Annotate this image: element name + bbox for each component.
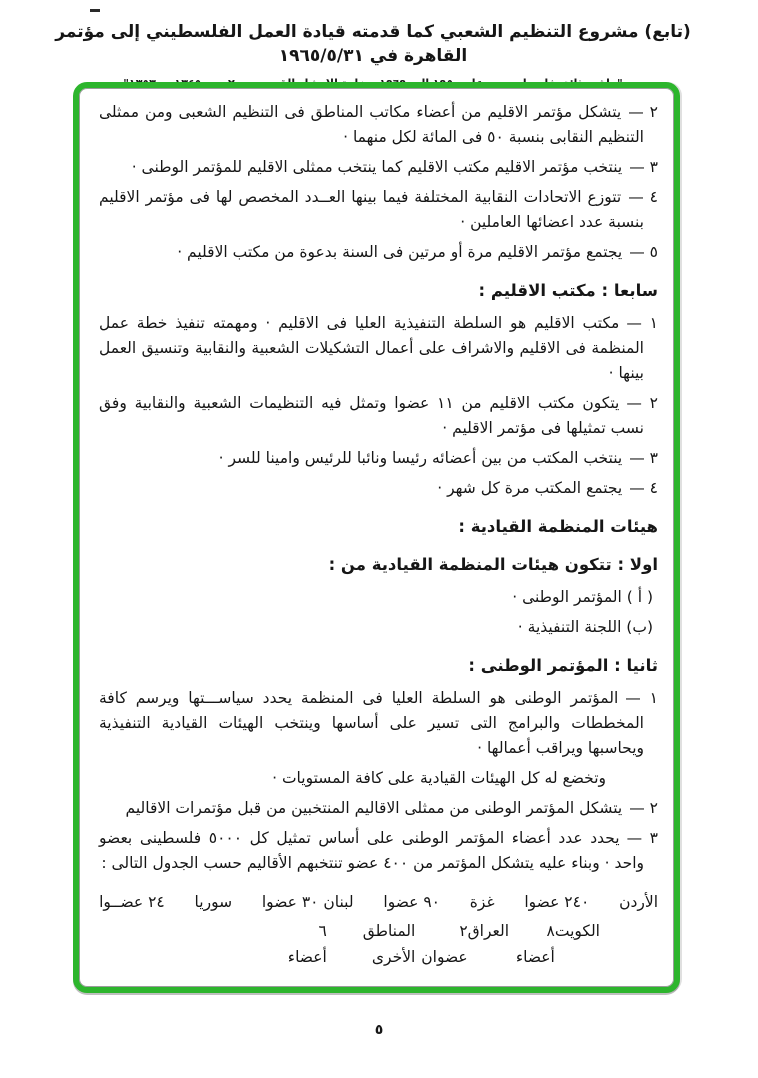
item-number: ٢ —	[626, 394, 658, 412]
page-number: ٥	[374, 1022, 384, 1038]
item-number: ٣ —	[629, 449, 658, 467]
list-item	[99, 185, 658, 235]
item-number: ٢ —	[629, 799, 658, 817]
sub-list-item: ( أ ) المؤتمر الوطنى ·	[512, 588, 653, 606]
item-number: ٣ —	[629, 158, 658, 176]
item-text: يحدد عدد أعضاء المؤتمر الوطنى على أساس تمثيل كل ٥٠٠٠ فلسطينى بعضو واحد · وبناء عليه يتشكل المؤتمر من ٤٠٠ عضو تنتخبهم الأقاليم حسب الجدول التالى :	[99, 829, 644, 872]
members-table	[99, 889, 658, 970]
table-cell: غزة	[469, 893, 495, 911]
list-item	[99, 311, 658, 386]
list-item	[99, 240, 658, 265]
item-number: ٣ —	[626, 829, 658, 847]
list-item	[99, 155, 658, 180]
table-cell: الكويت	[554, 922, 600, 940]
item-text: يتشكل مؤتمر الاقليم من أعضاء مكاتب المناطق فى التنظيم الشعبى ومن ممثلى التنظيم النقابى بنسبة ٥٠ فى المائة لكل منهما ·	[99, 103, 644, 146]
section-heading: ثانيا : المؤتمر الوطنى :	[468, 656, 658, 675]
item-text: يجتمع المكتب مرة كل شهر ·	[437, 479, 623, 497]
table-cell: المناطق الأخرى	[362, 922, 416, 966]
sub-list-item: (ب) اللجنة التنفيذية ·	[517, 618, 653, 636]
item-text: المؤتمر الوطنى هو السلطة العليا فى المنظمة يحدد سياســـتها ويرسم كافة المخططات والبرامج التى تسير على أساسها وينتخب الهيئات القيادية التنفيذية ويحاسبها ويراقب أعمالها ·	[99, 689, 644, 757]
table-cell: ٢٤٠ عضوا	[524, 893, 590, 911]
page-title: (تابع) مشروع التنظيم الشعبي كما قدمته قيادة العمل الفلسطيني إلى مؤتمر القاهرة في ١٩٦٥/٥/٣١	[55, 22, 691, 66]
section-heading: اولا : تتكون هيئات المنظمة القيادية من :	[328, 555, 658, 574]
list-item	[99, 446, 658, 471]
item-text: تتوزع الاتحادات النقابية المختلفة فيما بينها العــدد المخصص لها فى مؤتمر الاقليم بنسبة عدد اعضائها العاملين ·	[99, 188, 644, 231]
list-item	[99, 826, 658, 876]
list-item	[99, 796, 658, 821]
plain-line: وتخضع له كل الهيئات القيادية على كافة المستويات ·	[272, 769, 606, 787]
item-text: يتشكل المؤتمر الوطنى من ممثلى الاقاليم المنتخبين من قبل مؤتمرات الاقاليم	[125, 799, 623, 817]
item-number: ١ —	[626, 314, 658, 332]
section-heading: سابعا : مكتب الاقليم :	[478, 281, 658, 300]
scan-dash-artifact	[90, 9, 100, 12]
list-item	[99, 391, 658, 441]
table-cell: سوريا	[194, 893, 233, 911]
document-frame	[73, 82, 680, 993]
list-item	[99, 100, 658, 150]
item-text: يجتمع مؤتمر الاقليم مرة أو مرتين فى السنة بدعوة من مكتب الاقليم ·	[177, 243, 623, 261]
item-text: ينتخب المكتب من بين أعضائه رئيسا ونائبا للرئيس وامينا للسر ·	[218, 449, 623, 467]
table-cell: ٦ أعضاء	[287, 922, 327, 966]
item-text: مكتب الاقليم هو السلطة التنفيذية العليا فى الاقليم · ومهمته تنفيذ خطة عمل المنظمة فى الاقليم والاشراف على أعمال التشكيلات الشعبية والنقابية وتنسيق العمل بينها ·	[99, 314, 644, 382]
item-number: ٤ —	[629, 479, 658, 497]
item-number: ١ —	[625, 689, 658, 707]
item-text: ينتخب مؤتمر الاقليم مكتب الاقليم كما ينتخب ممثلى الاقليم للمؤتمر الوطنى ·	[131, 158, 623, 176]
document-header	[40, 20, 706, 90]
table-cell: ٨ أعضاء	[515, 922, 555, 966]
table-cell: الأردن	[619, 893, 658, 911]
item-number: ٢ —	[628, 103, 658, 121]
table-row	[281, 918, 600, 970]
table-cell: العراق	[467, 922, 510, 940]
list-item	[99, 476, 658, 501]
item-text: يتكون مكتب الاقليم من ١١ عضوا وتمثل فيه التنظيمات الشعبية والنقابية وفق نسب تمثيلها فى مؤتمر الاقليم ·	[99, 394, 644, 437]
list-item	[99, 686, 658, 761]
table-cell: ٢ عضوان	[421, 922, 468, 966]
table-row	[99, 889, 658, 915]
section-heading: هيئات المنظمة القيادية :	[458, 517, 658, 536]
table-cell: ٢٤ عضــوا	[99, 893, 165, 911]
item-number: ٤ —	[628, 188, 658, 206]
item-number: ٥ —	[629, 243, 658, 261]
table-cell: لبنان ٣٠ عضوا	[261, 893, 354, 911]
table-cell: ٩٠ عضوا	[383, 893, 440, 911]
